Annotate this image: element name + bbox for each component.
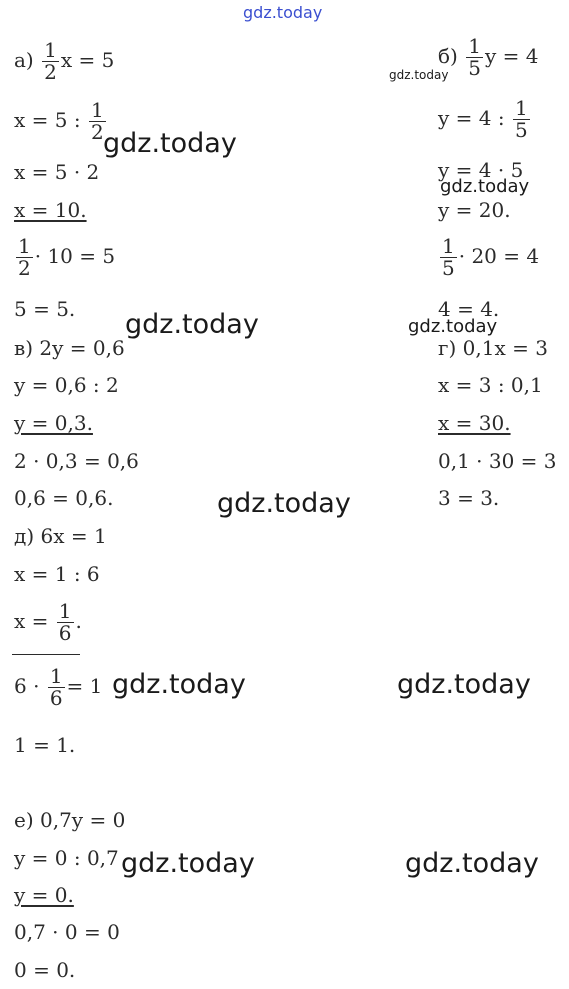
- fraction: $\frac{1}{5}$: [468, 34, 481, 80]
- watermark: gdz.today: [408, 316, 498, 337]
- task-g-answer: x = 30.: [438, 411, 511, 435]
- task-g-equation: г) 0,1x = 3: [438, 336, 548, 360]
- fraction: $\frac{1}{6}$: [49, 664, 63, 710]
- task-g-step-1: x = 3 : 0,1: [438, 373, 543, 397]
- task-b-answer: y = 20.: [438, 198, 511, 222]
- fraction: $\frac{1}{5}$: [442, 234, 455, 280]
- task-v-check-result: 0,6 = 0,6.: [14, 486, 114, 510]
- watermark: gdz.today: [121, 848, 255, 879]
- task-a-check-result: 5 = 5.: [14, 297, 76, 321]
- task-b-check-result: 4 = 4.: [438, 297, 500, 321]
- watermark: gdz.today: [125, 309, 259, 340]
- answer-underline: [12, 654, 80, 655]
- task-v-equation: в) 2y = 0,6: [14, 336, 125, 360]
- fraction: $\frac{1}{2}$: [18, 234, 31, 280]
- task-b-check: $\frac{1}{5}$ · 20 = 4: [442, 234, 540, 280]
- watermark: gdz.today: [405, 848, 539, 879]
- header-watermark: gdz.today: [243, 3, 323, 22]
- watermark: gdz.today: [103, 128, 237, 159]
- watermark: gdz.today: [112, 669, 246, 700]
- fraction: $\frac{1}{2}$: [44, 38, 57, 84]
- task-b-label: б): [438, 44, 458, 68]
- watermark: gdz.today: [440, 176, 530, 197]
- task-a-step-2: x = 5 · 2: [14, 160, 100, 184]
- task-b-equation: б) $\frac{1}{5}$ y = 4: [438, 34, 539, 80]
- task-g-check-result: 3 = 3.: [438, 486, 500, 510]
- task-e-check: 0,7 · 0 = 0: [14, 920, 120, 944]
- task-v-answer: y = 0,3.: [14, 411, 93, 435]
- task-d-check: 6 · $\frac{1}{6}$ = 1: [14, 664, 103, 710]
- equation-text: x = 5: [60, 48, 115, 72]
- task-d-check-result: 1 = 1.: [14, 733, 76, 757]
- task-g-check: 0,1 · 30 = 3: [438, 449, 557, 473]
- task-a-label: а): [14, 48, 34, 72]
- task-v-check: 2 · 0,3 = 0,6: [14, 449, 139, 473]
- task-e-check-result: 0 = 0.: [14, 958, 76, 982]
- task-a-step-1: x = 5 : $\frac{1}{2}$: [14, 98, 104, 144]
- watermark: gdz.today: [389, 68, 449, 82]
- task-a-equation: [14, 40, 114, 83]
- task-d-step-1: x = 1 : 6: [14, 562, 100, 586]
- task-e-answer: y = 0.: [14, 883, 74, 907]
- task-d-answer: x = $\frac{1}{6}$ .: [14, 599, 82, 645]
- watermark: gdz.today: [217, 488, 351, 519]
- fraction: $\frac{1}{5}$: [514, 96, 528, 142]
- task-e-step-1: y = 0 : 0,7: [14, 846, 119, 870]
- task-a-answer: x = 10.: [14, 198, 87, 222]
- task-b-step-2: y = 4 · 5: [438, 158, 524, 182]
- task-b-step-1: y = 4 : $\frac{1}{5}$: [438, 96, 528, 142]
- task-e-equation: е) 0,7y = 0: [14, 808, 126, 832]
- watermark: gdz.today: [397, 669, 531, 700]
- task-a-check: $\frac{1}{2}$ · 10 = 5: [18, 234, 116, 280]
- task-v-step-1: y = 0,6 : 2: [14, 373, 119, 397]
- fraction: $\frac{1}{2}$: [90, 98, 104, 144]
- fraction: $\frac{1}{6}$: [58, 599, 72, 645]
- task-d-equation: д) 6x = 1: [14, 524, 107, 548]
